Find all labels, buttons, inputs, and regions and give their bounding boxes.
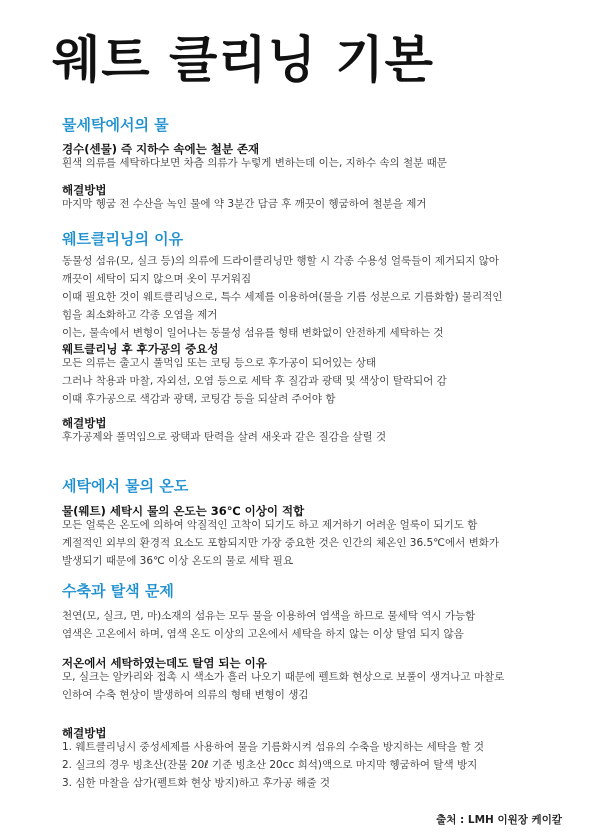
text-line: 깨끗이 세탁이 되지 않으며 옷이 무거워짐 [62, 273, 252, 285]
list-item: 1. 웨트클리닝시 중성세제를 사용하여 물을 기름화시켜 섬유의 수축을 방지하는 세탁을 할 것 [62, 741, 485, 753]
section-heading-water: 물세탁에서의 물 [62, 116, 169, 134]
paragraph-iron [62, 154, 562, 172]
subheading-solution: 해결방법 [62, 416, 107, 430]
text-line: 발생되기 때문에 36℃ 이상 온도의 물로 세탁 필요 [62, 555, 294, 567]
text-line: 이때 후가공으로 색감과 광택, 코팅감 등을 되살려 주어야 함 [62, 393, 336, 405]
paragraph-fade-reason [62, 668, 562, 704]
text-line: 동물성 섬유(모, 실크 등)의 의류에 드라이클리닝만 행할 시 각종 수용성 얼룩들이 제거되지 않아 [62, 255, 500, 267]
subheading-hard-water: 경수(센물) 즉 지하수 속에는 철분 존재 [62, 142, 260, 156]
text-line: 염색은 고온에서 하며, 염색 온도 이상의 고온에서 세탁을 하지 않는 이상 탈염 되지 않음 [62, 628, 464, 640]
list-item: 2. 실크의 경우 빙초산(잔물 20ℓ 기준 빙초산 20cc 희석)액으로 마지막 헹굼하여 탈색 방지 [62, 759, 478, 771]
text-line: 마지막 헹굼 전 수산을 녹인 물에 약 3분간 담금 후 깨끗이 헹굼하여 철분을 제거 [62, 198, 427, 210]
text-line: 그러나 착용과 마찰, 자외선, 오염 등으로 세탁 후 질감과 광택 및 색상이 탈락되어 감 [62, 375, 447, 387]
paragraph-dyeing [62, 607, 562, 643]
solution-list [62, 738, 562, 792]
text-line: 모, 실크는 알카리와 접촉 시 색소가 흘러 나오기 때문에 펠트화 현상으로 보풀이 생겨나고 마찰로 [62, 671, 505, 683]
subheading-solution: 해결방법 [62, 183, 107, 197]
paragraph-finishing [62, 354, 562, 408]
subheading-finishing-importance: 웨트클리닝 후 후가공의 중요성 [62, 342, 219, 356]
section-heading-water-temperature: 세탁에서 물의 온도 [62, 477, 189, 495]
text-line: 계절적인 외부의 환경적 요소도 포함되지만 가장 중요한 것은 인간의 체온인 36.5℃에서 변화가 [62, 537, 500, 549]
paragraph-temperature [62, 516, 562, 570]
text-line: 천연(모, 실크, 면, 마)소재의 섬유는 모두 물을 이용하여 염색을 하므로 물세탁 역시 가능함 [62, 610, 476, 622]
text-line: 이때 필요한 것이 웨트클리닝으로, 특수 세제를 이용하여(물을 기름 성분으로 기름화함) 물리적인 [62, 291, 503, 303]
paragraph-reason [62, 252, 562, 342]
subheading-fade-reason: 저온에서 세탁하였는데도 탈염 되는 이유 [62, 656, 267, 670]
text-line: 힘을 최소화하고 각종 오염을 제거 [62, 309, 218, 321]
section-heading-shrink-fade: 수축과 탈색 문제 [62, 582, 174, 600]
text-line: 모든 얼룩은 온도에 의하여 악질적인 고착이 되기도 하고 제거하기 어려운 얼룩이 되기도 함 [62, 519, 478, 531]
page-title: 웨트 클리닝 기본 [52, 31, 434, 89]
text-line: 인하여 수축 현상이 발생하여 의류의 형태 변형이 생김 [62, 689, 309, 701]
paragraph-solution [62, 195, 562, 213]
subheading-temperature: 물(웨트) 세탁시 물의 온도는 36℃ 이상이 적합 [62, 504, 305, 518]
section-heading-wetcleaning-reason: 웨트클리닝의 이유 [62, 230, 184, 248]
text-line: 후가공제와 풀먹임으로 광택과 탄력을 살려 새옷과 같은 질감을 살릴 것 [62, 431, 387, 443]
source-credit: 출처 : LMH 이원장 케이칼 [436, 814, 562, 826]
paragraph-solution [62, 428, 562, 446]
list-item: 3. 심한 마찰을 삼가(펠트화 현상 방지)하고 후가공 해줄 것 [62, 777, 331, 789]
text-line: 흰색 의류를 세탁하다보면 차츰 의류가 누렇게 변하는데 이는, 지하수 속의 철분 때문 [62, 157, 447, 169]
text-line: 이는, 물속에서 변형이 일어나는 동물성 섬유를 형태 변화없이 안전하게 세탁하는 것 [62, 327, 444, 339]
text-line: 모든 의류는 출고시 풀먹임 또는 코팅 등으로 후가공이 되어있는 상태 [62, 357, 377, 369]
subheading-solution: 해결방법 [62, 726, 107, 740]
